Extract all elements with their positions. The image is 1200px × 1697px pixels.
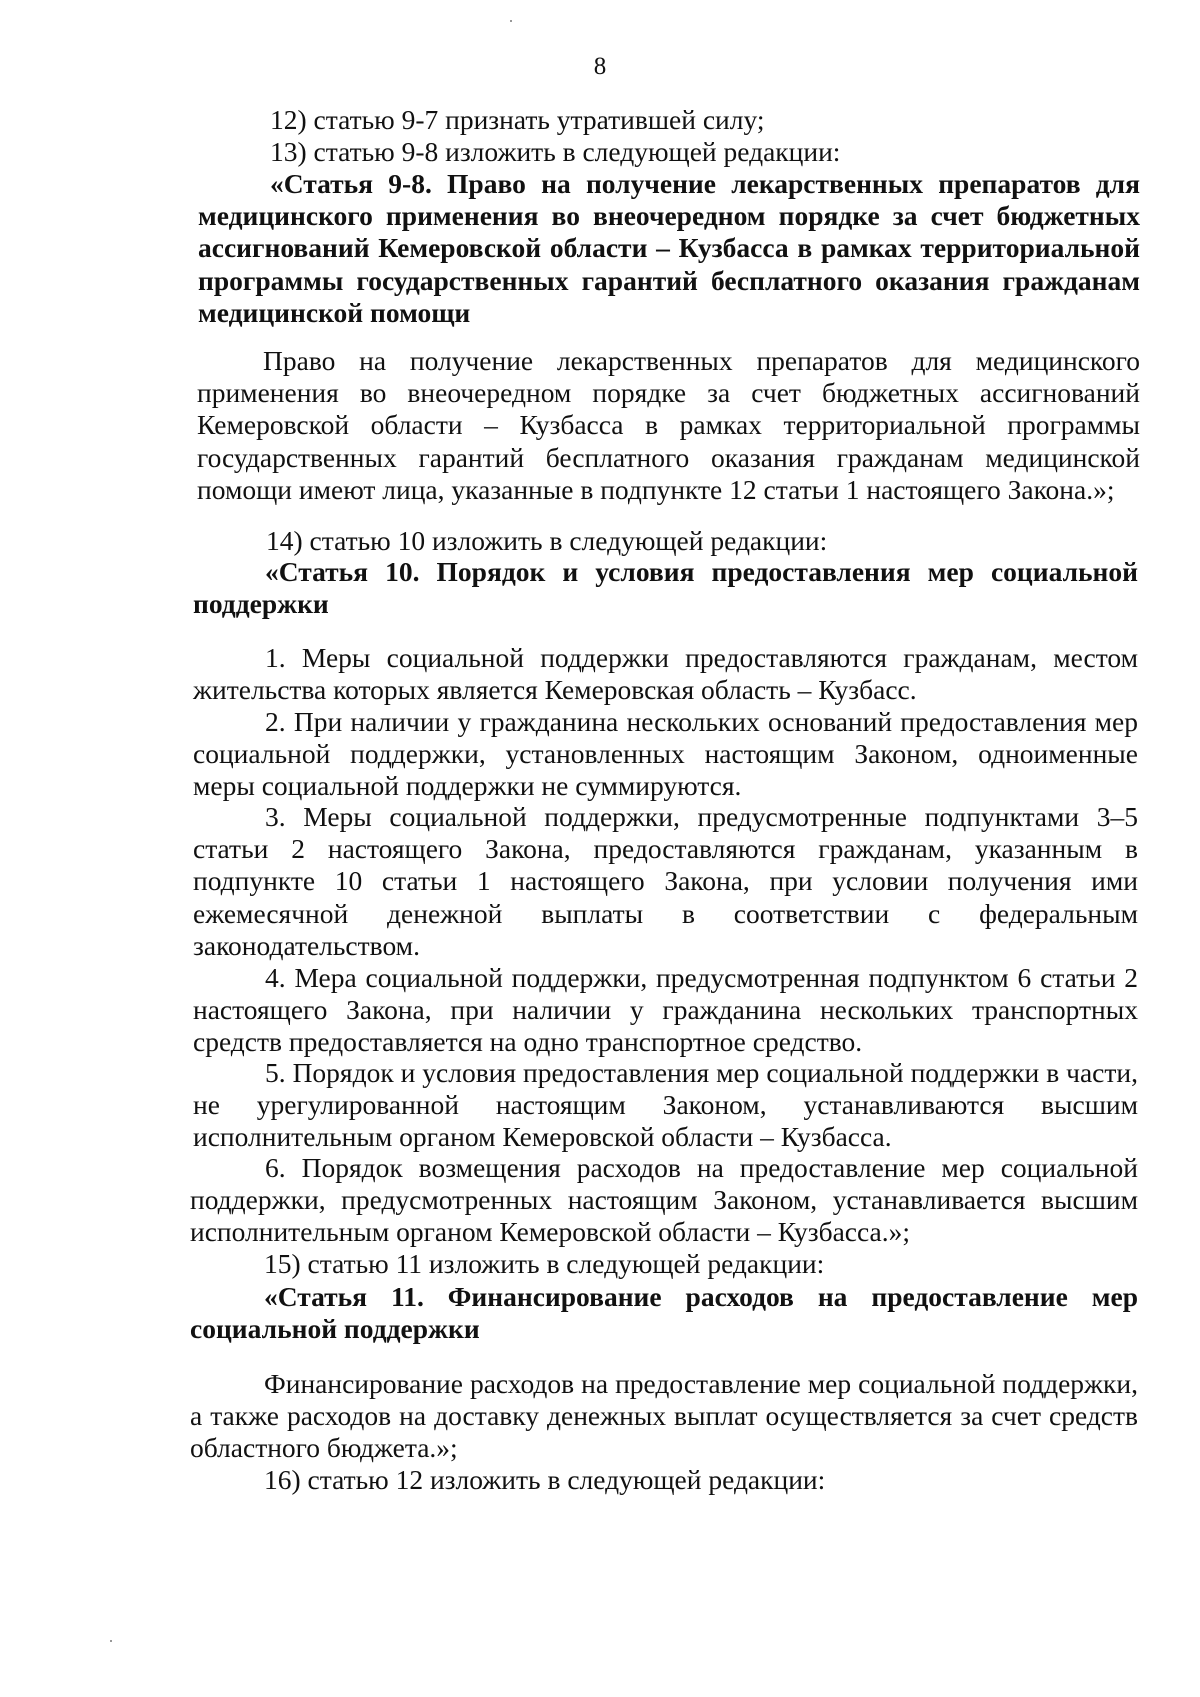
article-10-point-1: 1. Меры социальной поддержки предоставляются гражданам, местом жительства которых является Кемеровская область – Кузбасс. xyxy=(193,642,1138,706)
scan-speck xyxy=(510,20,512,22)
article-9-8-heading: «Статья 9-8. Право на получение лекарственных препаратов для медицинского применения во внеочередном порядке за счет бюджетных ассигнований Кемеровской области – Кузбасса в рамках территориальной программы государственных гарантий бесплатного оказания гражданам медицинской помощи xyxy=(198,168,1140,328)
page-number: 8 xyxy=(593,53,607,80)
amendment-item-14: 14) статью 10 изложить в следующей редакции: xyxy=(266,525,828,556)
amendment-item-12: 12) статью 9-7 признать утратившей силу; xyxy=(270,104,765,135)
article-10-point-6: 6. Порядок возмещения расходов на предоставление мер социальной поддержки, предусмотренных настоящим Законом, устанавливается высшим исполнительным органом Кемеровской области – Кузбасса.»; xyxy=(190,1152,1138,1248)
article-11-body: Финансирование расходов на предоставление мер социальной поддержки, а также расходов на доставку денежных выплат осуществляется за счет средств областного бюджета.»; xyxy=(190,1368,1138,1464)
amendment-item-13: 13) статью 9-8 изложить в следующей редакции: xyxy=(270,136,841,167)
scan-speck xyxy=(110,1640,112,1642)
article-11-heading: «Статья 11. Финансирование расходов на предоставление мер социальной поддержки xyxy=(190,1281,1138,1345)
amendment-item-16: 16) статью 12 изложить в следующей редакции: xyxy=(264,1464,826,1495)
article-10-point-3: 3. Меры социальной поддержки, предусмотренные подпунктами 3–5 статьи 2 настоящего Закона, предоставляются гражданам, указанным в подпункте 10 статьи 1 настоящего Закона, при условии получения ими ежемесячной денежной выплаты в соответствии с федеральным законодательством. xyxy=(193,801,1138,961)
article-9-8-body: Право на получение лекарственных препаратов для медицинского применения во внеочередном порядке за счет бюджетных ассигнований Кемеровской области – Кузбасса в рамках территориальной программы государственных гарантий бесплатного оказания гражданам медицинской помощи имеют лица, указанные в подпункте 12 статьи 1 настоящего Закона.»; xyxy=(197,345,1140,505)
article-10-point-2: 2. При наличии у гражданина нескольких оснований предоставления мер социальной поддержки, установленных настоящим Законом, одноименные меры социальной поддержки не суммируются. xyxy=(193,706,1138,802)
article-10-heading: «Статья 10. Порядок и условия предоставления мер социальной поддержки xyxy=(193,556,1138,620)
amendment-item-15: 15) статью 11 изложить в следующей редакции: xyxy=(264,1248,825,1279)
article-10-point-4: 4. Мера социальной поддержки, предусмотренная подпунктом 6 статьи 2 настоящего Закона, при наличии у гражданина нескольких транспортных средств предоставляется на одно транспортное средство. xyxy=(193,962,1138,1058)
article-10-point-5: 5. Порядок и условия предоставления мер социальной поддержки в части, не урегулированной настоящим Законом, устанавливаются высшим исполнительным органом Кемеровской области – Кузбасса. xyxy=(193,1057,1138,1153)
